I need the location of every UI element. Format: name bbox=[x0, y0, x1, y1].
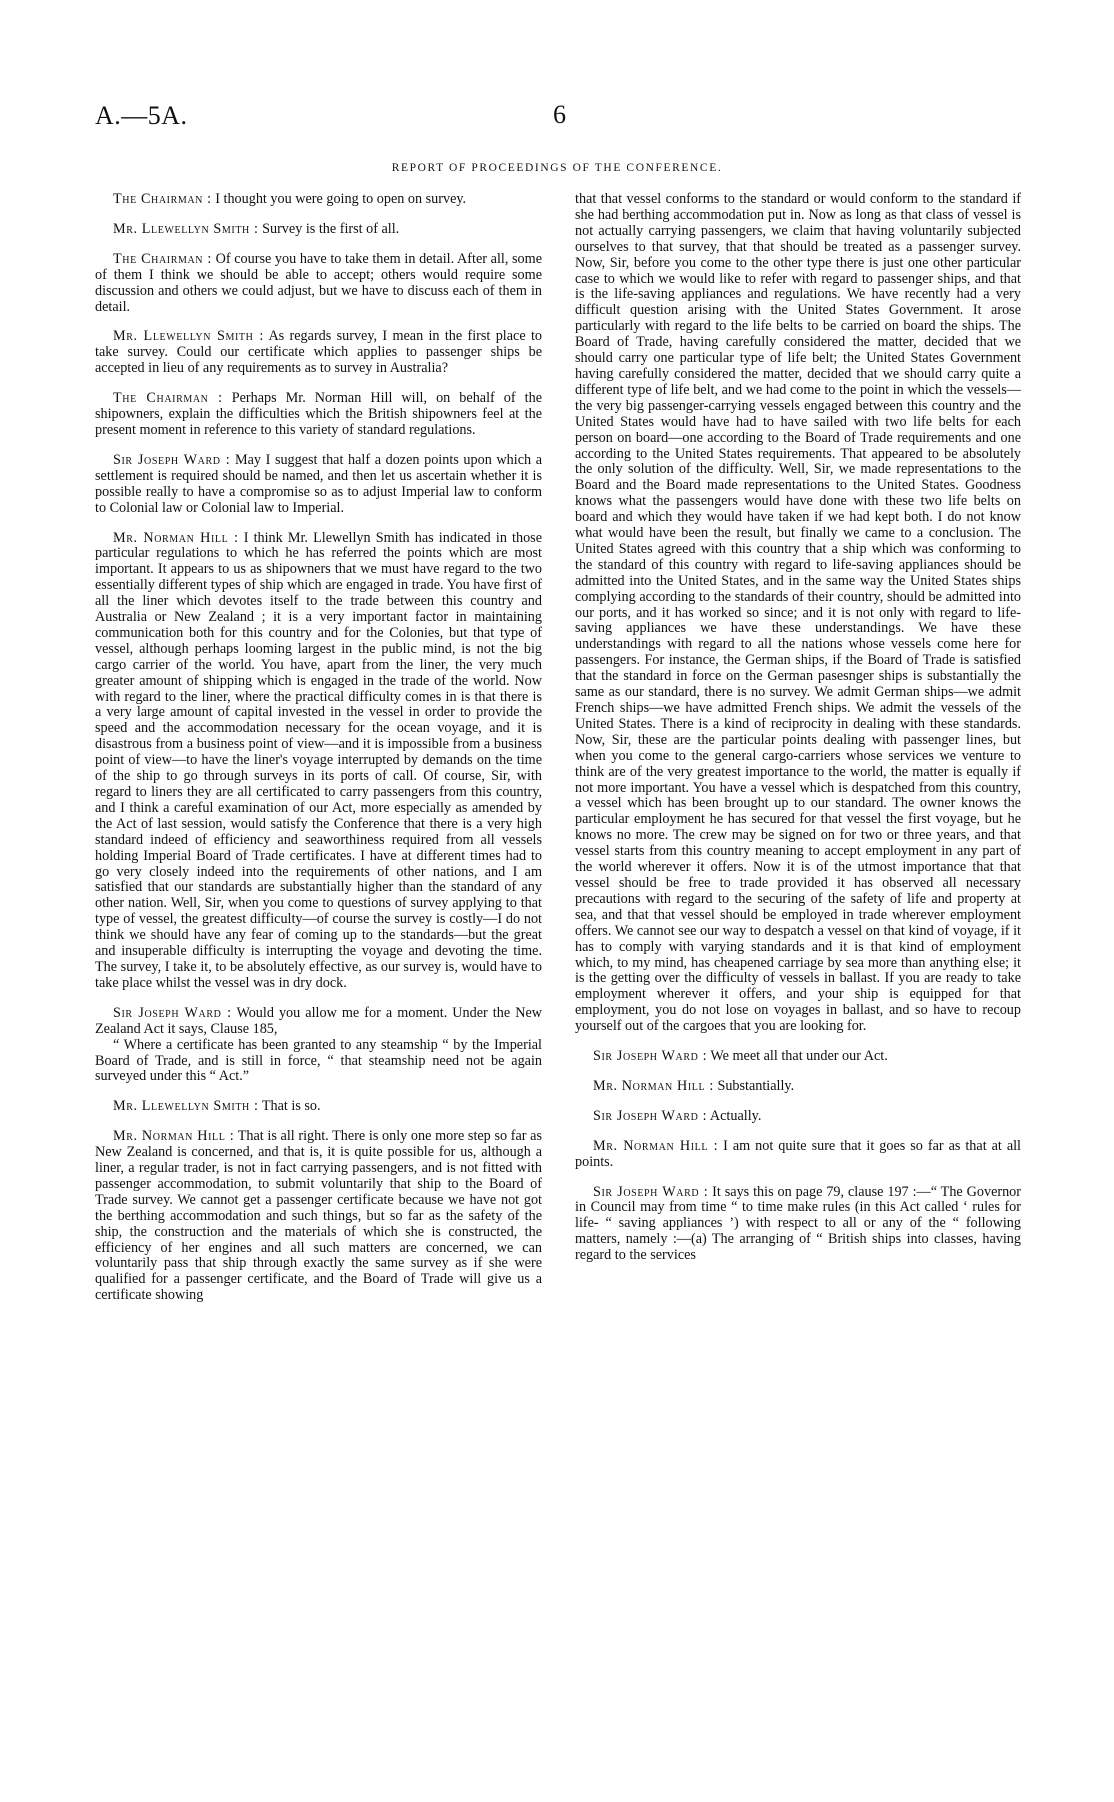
speech-text: It says this on page 79, clause 197 :—“ The Governor in Council may from time “ to time make rules (in this Act called ‘ rules for life- “ saving appliances ’) with respect to all or any of the “ following matters, namely :—(a) The arranging of “ British ships into classes, having regard to the services bbox=[575, 1183, 1022, 1264]
speech-text: As regards survey, I mean in the first place to take survey. Could our certificate which applies to passenger ships be accepted in lieu of any requirements as to survey in Australia? bbox=[95, 328, 542, 377]
speech-text: Substantially. bbox=[717, 1077, 795, 1094]
speech-text: I thought you were going to open on survey. bbox=[215, 191, 467, 207]
speech-text: that that vessel conforms to the standard or would conform to the standard if she had berthing accommodation put in. Now as long as that class of vessel is not actually carrying passengers, we claim that having voluntarily subjected ourselves to that survey, that that should be treated as a passenger survey. Now, Sir, before you come to the other type there is just one other particular case to which we would like to refer with regard to passenger ships, and that is the life-saving appliances and regulations. We have recently had a very difficult question arising with the United States Government. It arose particularly with regard to the life belts to be carried on board the ships. The Board of Trade, having carefully considered the matter, decided that we should carry one particular type of life belt; the United States Government having carefully considered the matter, decided that we should carry quite a different type of life belt, and we had come to the point in which the vessels—the very big passenger-carrying vessels engaged between this country and the United States would have had to have sailed with two life belts for each person on board—one according to the Board of Trade requirements and one according to the United States requirements. That appeared to be absolutely the only solution of the difficulty. Well, Sir, we made representations to the Board and the Board made representations to the United States. Goodness knows what the passengers would have done with these two life belts on board and which they would have taken if we had kept both. I do not know what would have been the result, but finally we came to a conclusion. The United States agreed with this country that a ship which was conforming to the standard of this country with regard to life-saving appliances should be admitted into the United States, and in the same way the United States ships complying according to the standards of their country, should be admitted into our ports, and it has worked so since; and it is not only with regard to life-saving appliances we have these understandings. We have these understandings with regard to all the nations whose vessels come here for passengers. For instance, the German ships, if the Board of Trade is satisfied that the standard in force on the German pasesnger ships is substantially the same as our standard, there is no survey. We admit German ships—we admit French ships—we have admitted French ships. We admit the vessels of the United States. There is a kind of reciprocity in dealing with these standards. Now, Sir, these are the particular points dealing with passenger lines, but when you come to the general cargo-carriers whose services we venture to think are of the very greatest importance to the world, the matter is equally if not more important. You have a vessel which is despatched from this country, a vessel which has been brought up to our standard. The owner knows the particular employment he has secured for that vessel the first voyage, but he knows no more. The crew may be signed on for two or three years, and that vessel starts from this country meaning to accept employment in any part of the world wherever it offers. Now it is of the utmost importance that that vessel should be free to trade provided it has observed all necessary precautions with regard to the securing of the safety of life and property at sea, and that that vessel should be employed in trade wherever employment offers. We cannot see our way to despatch a vessel on that kind of voyage, if it has to comply with varying standards and it is that kind of employment which, to my mind, has cheapened carriage by sea more than anything else; it is the getting over the difficulty of vessels in ballast. If you are ready to take employment wherever it offers, and your ship is equipped for that employment, you do not lose on voyages in ballast, and so have to recoup yourself out of the cargoes that you are looking for. bbox=[575, 191, 1021, 1035]
paragraph bbox=[575, 192, 1021, 1035]
speaker-name: The Chairman : bbox=[113, 191, 212, 207]
speaker-name: Sir Joseph Ward : bbox=[593, 1183, 709, 1200]
page-number: 6 bbox=[553, 100, 566, 129]
speech-text: I think Mr. Llewellyn Smith has indicated in those particular regulations to which he has referred the points which are most important. It appears to us as shipowners that we must have regard to the two essentially different types of ship which are engaged in trade. You have first of all the liner which devotes itself to the trade between this country and Australia or New Zealand ; it is a very important factor in maintaining communication both for this country and for the Colonies, but that type of vessel, although perhaps looming largest in the public mind, is not the big cargo carrier of the world. You have, apart from the liner, the very much greater amount of shipping which is engaged in the trade of the world. Now with regard to the liner, where the practical difficulty comes in is that there is a very large amount of capital invested in the vessel in order to provide the speed and the accommodation necessary for the ocean voyage, and it is disastrous from a business point of view—and it is impossible from a business point of view—to have the liner's voyage interrupted by demands on the time of the ship to go through surveys in its ports of call. Of course, Sir, with regard to liners they are all certificated to carry passengers from this country, and I think a careful examination of our Act, more especially as amended by the Act of last session, would satisfy the Conference that there is a very high standard indeed of efficiency and seaworthiness required from all vessels holding Imperial Board of Trade certificates. I have at different times had to go very closely indeed into the requirements of other nations, and I am satisfied that our standards are substantially higher than the standard of any other nation. Well, Sir, when you come to questions of survey applying to that type of vessel, the greatest difficulty—of course the survey is costly—I do not think we should have any fear of coming up to the standards—but the great and insuperable difficulty is interrupting the voyage and devoting the time. The survey, I take it, to be absolutely effective, as our survey is, would have to take place whilst the vessel was in dry dock. bbox=[95, 529, 542, 991]
right-column bbox=[575, 192, 1021, 1278]
speech-text: I am not quite sure that it goes so far as that at all points. bbox=[575, 1137, 1021, 1170]
paragraph bbox=[95, 1006, 542, 1086]
speech-text: Of course you have to take them in detail. After all, some of them I think we should be able to accept; others would require some discussion and others we could adjust, but we have to discuss each of them in detail. bbox=[95, 250, 542, 315]
speaker-name: Mr. Norman Hill : bbox=[593, 1137, 719, 1154]
paragraph bbox=[95, 391, 542, 439]
paragraph bbox=[95, 192, 542, 208]
paragraph bbox=[95, 1129, 542, 1304]
paragraph bbox=[95, 252, 542, 316]
paragraph bbox=[95, 1099, 542, 1115]
paragraph bbox=[95, 453, 542, 517]
speech-text: That is all right. There is only one more step so far as New Zealand is concerned, and that is, it is quite possible for us, although a liner, a regular trader, is not in fact carrying passengers, and is not fitted with passenger accommodation, to submit voluntarily that ship to the Board of Trade survey. We cannot get a passenger certificate because we have not got the berthing accommodation and such things, but so far as the safety of the ship, the construction and the materials of which she is constructed, the efficiency of her engines and all such matters are concerned, we can voluntarily pass that ship through exactly the same survey as if she were qualified for a passenger certificate, and the Board of Trade will give us a certificate showing bbox=[95, 1128, 542, 1304]
speaker-name: Sir Joseph Ward : bbox=[593, 1107, 708, 1124]
quoted-clause: “ Where a certificate has been granted to any steamship “ by the Imperial Board of Trade, and is still in force, “ that steamship need not be again surveyed under this “ Act.” bbox=[95, 1036, 542, 1085]
speaker-name: Sir Joseph Ward : bbox=[113, 1004, 232, 1021]
speaker-name: Sir Joseph Ward : bbox=[593, 1048, 708, 1065]
paragraph bbox=[575, 1109, 1021, 1125]
speaker-name: Mr. Norman Hill : bbox=[113, 529, 239, 546]
paragraph bbox=[575, 1185, 1021, 1265]
paragraph bbox=[95, 531, 542, 992]
speaker-name: Mr. Norman Hill : bbox=[593, 1077, 714, 1094]
speaker-name: The Chairman : bbox=[113, 390, 223, 407]
left-column bbox=[95, 192, 542, 1318]
speaker-name: The Chairman : bbox=[113, 250, 212, 267]
paragraph bbox=[575, 1049, 1021, 1065]
speech-text: We meet all that under our Act. bbox=[710, 1048, 888, 1065]
speech-text: That is so. bbox=[261, 1098, 321, 1115]
speaker-name: Mr. Llewellyn Smith : bbox=[113, 1098, 259, 1115]
document-reference: A.—5A. bbox=[95, 101, 188, 130]
speech-text: May I suggest that half a dozen points upon which a settlement is required should be named, and then let us ascertain whether it is possible really to have a compromise so as to adjust Imperial law to conform to Colonial law or Colonial law to Imperial. bbox=[95, 451, 543, 516]
speech-text: Survey is the first of all. bbox=[262, 220, 400, 237]
speaker-name: Mr. Llewellyn Smith : bbox=[113, 328, 264, 345]
paragraph bbox=[575, 1139, 1021, 1171]
speech-text: Perhaps Mr. Norman Hill will, on behalf of the shipowners, explain the difficulties which the British shipowners feel at the present moment in reference to this variety of standard regulations. bbox=[95, 390, 542, 438]
page-title: REPORT OF PROCEEDINGS OF THE CONFERENCE. bbox=[391, 162, 723, 174]
speaker-name: Mr. Norman Hill : bbox=[113, 1128, 235, 1145]
paragraph bbox=[95, 222, 542, 238]
speech-text: Actually. bbox=[709, 1107, 762, 1124]
paragraph bbox=[575, 1079, 1021, 1095]
speech-text: Would you allow me for a moment. Under the New Zealand Act it says, Clause 185, bbox=[95, 1004, 542, 1037]
speaker-name: Sir Joseph Ward : bbox=[113, 451, 231, 468]
speaker-name: Mr. Llewellyn Smith : bbox=[113, 220, 259, 237]
paragraph bbox=[95, 329, 542, 377]
